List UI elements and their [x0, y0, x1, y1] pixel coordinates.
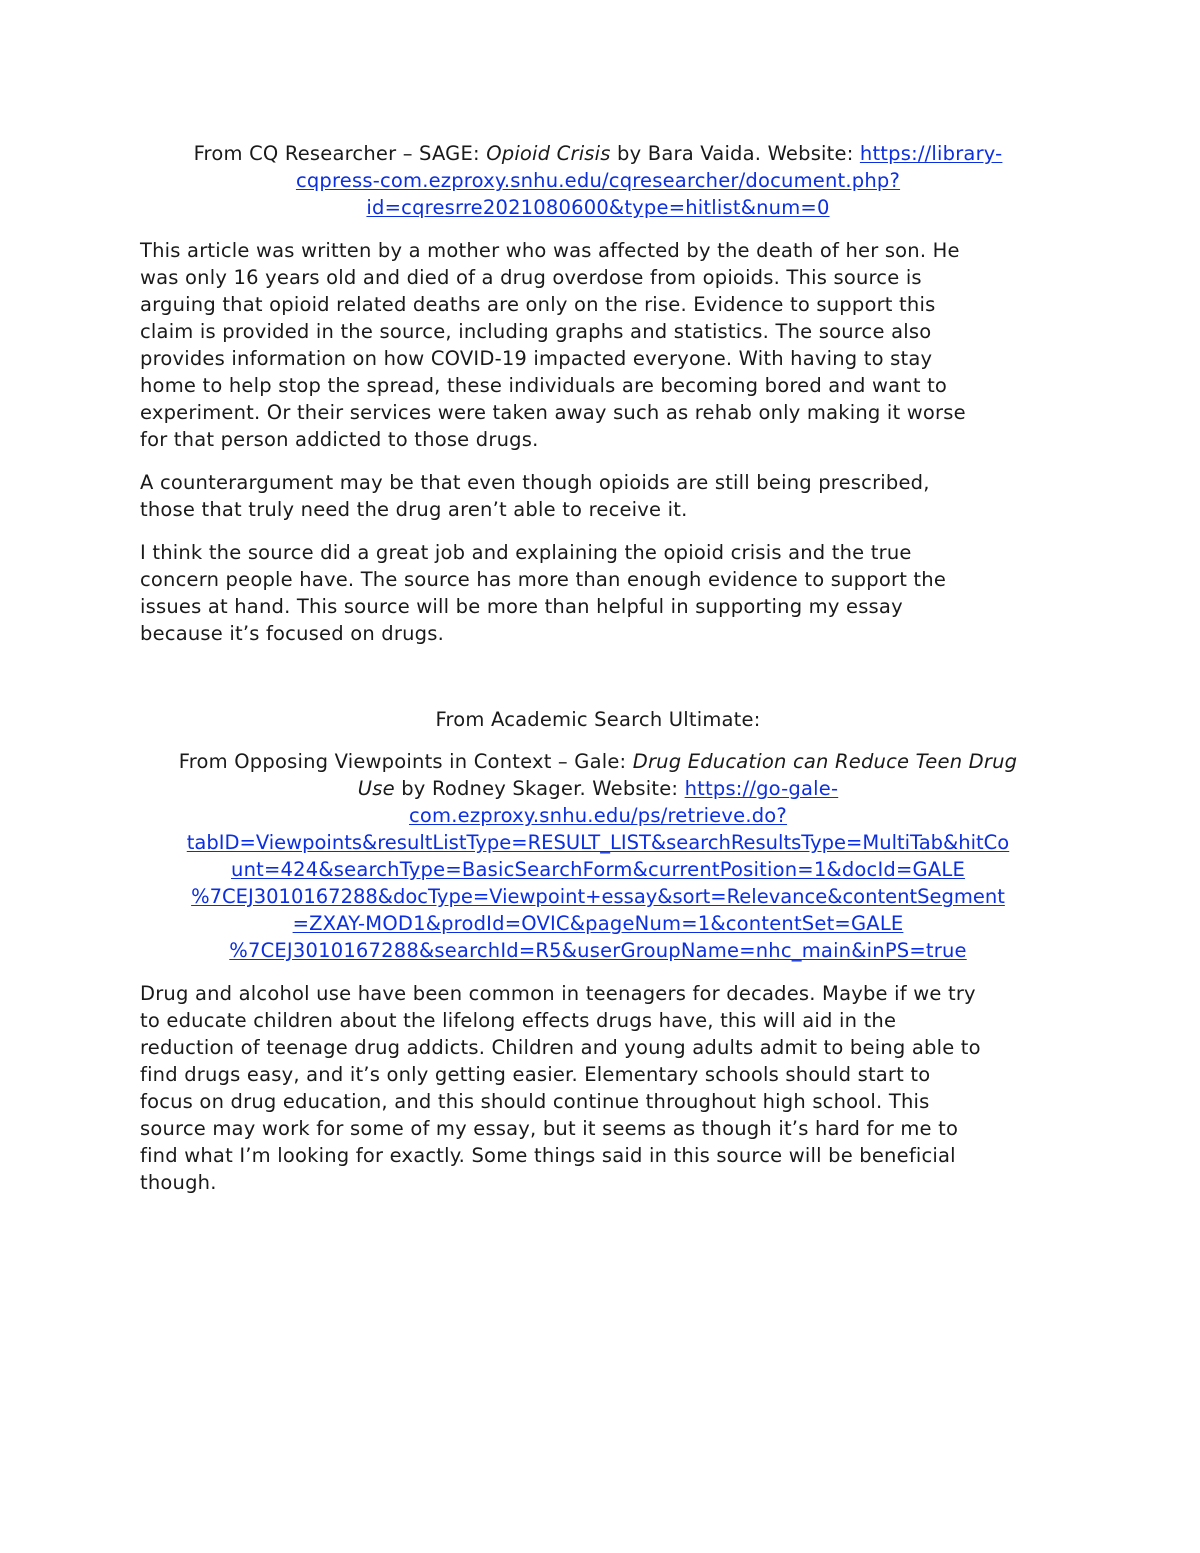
source2-url-link-5[interactable]: %7CEJ3010167288&docType=Viewpoint+essay&sort=Relevance&contentSegment [191, 885, 1005, 908]
source2-title-part-2: Use [357, 777, 395, 800]
paragraph-line: source may work for some of my essay, but it seems as though it’s hard for me to [140, 1117, 959, 1140]
source1-paragraph-3 [140, 539, 1060, 647]
source2-citation [140, 748, 1056, 964]
source1-author: by Bara Vaida. Website: [610, 142, 860, 165]
paragraph-line: A counterargument may be that even though opioids are still being prescribed, [140, 471, 930, 494]
source1-url-link-1[interactable]: https://library- [859, 142, 1003, 165]
source1-paragraph-2 [140, 469, 1060, 523]
section-heading [140, 706, 1056, 733]
paragraph-line: claim is provided in the source, including graphs and statistics. The source also [140, 320, 932, 343]
paragraph-line: for that person addicted to those drugs. [140, 428, 539, 451]
paragraph-line: find what I’m looking for exactly. Some things said in this source will be beneficial [140, 1144, 956, 1167]
paragraph-line: find drugs easy, and it’s only getting easier. Elementary schools should start to [140, 1063, 931, 1086]
paragraph-line: those that truly need the drug aren’t able to receive it. [140, 498, 688, 521]
source1-url-link-3[interactable]: id=cqresrre2021080600&type=hitlist&num=0 [366, 196, 830, 219]
source2-url-link-6[interactable]: =ZXAY-MOD1&prodId=OVIC&pageNum=1&contentSet=GALE [292, 912, 904, 935]
paragraph-line: reduction of teenage drug addicts. Children and young adults admit to being able to [140, 1036, 981, 1059]
source1-paragraph-1 [140, 237, 1060, 453]
source2-url-link-4[interactable]: unt=424&searchType=BasicSearchForm&currentPosition=1&docId=GALE [231, 858, 965, 881]
paragraph-line: experiment. Or their services were taken away such as rehab only making it worse [140, 401, 966, 424]
paragraph-line: was only 16 years old and died of a drug overdose from opioids. This source is [140, 266, 922, 289]
paragraph-line: Drug and alcohol use have been common in teenagers for decades. Maybe if we try [140, 982, 976, 1005]
source2-citation-line-2 [140, 775, 1056, 802]
paragraph-line: This article was written by a mother who was affected by the death of her son. He [140, 239, 960, 262]
paragraph-line: provides information on how COVID-19 impacted everyone. With having to stay [140, 347, 933, 370]
paragraph-line: to educate children about the lifelong effects drugs have, this will aid in the [140, 1009, 897, 1032]
paragraph-line: issues at hand. This source will be more than helpful in supporting my essay [140, 595, 903, 618]
source1-citation-line-1 [140, 140, 1056, 167]
paragraph-line: because it’s focused on drugs. [140, 622, 444, 645]
source2-url-link-1[interactable]: https://go-gale- [684, 777, 839, 800]
source2-citation-line-1 [140, 748, 1056, 775]
source1-citation [140, 140, 1056, 221]
source2-title-part-1: Drug Education can Reduce Teen Drug [632, 750, 1018, 773]
source1-prefix: From CQ Researcher – SAGE: [193, 142, 487, 165]
paragraph-line: arguing that opioid related deaths are only on the rise. Evidence to support this [140, 293, 936, 316]
paragraph-line: home to help stop the spread, these individuals are becoming bored and want to [140, 374, 948, 397]
paragraph-line: focus on drug education, and this should continue throughout high school. This [140, 1090, 930, 1113]
source2-paragraph [140, 980, 1060, 1196]
paragraph-line: though. [140, 1171, 217, 1194]
source2-url-link-3[interactable]: tabID=Viewpoints&resultListType=RESULT_LIST&searchResultsType=MultiTab&hitCo [186, 831, 1010, 854]
section-heading-text: From Academic Search Ultimate: [435, 708, 761, 731]
source1-title: Opioid Crisis [486, 142, 611, 165]
source2-url-link-7[interactable]: %7CEJ3010167288&searchId=R5&userGroupName=nhc_main&inPS=true [229, 939, 967, 962]
source2-url-link-2[interactable]: com.ezproxy.snhu.edu/ps/retrieve.do? [409, 804, 787, 827]
source2-author: by Rodney Skager. Website: [394, 777, 685, 800]
paragraph-line: concern people have. The source has more than enough evidence to support the [140, 568, 947, 591]
paragraph-line: I think the source did a great job and explaining the opioid crisis and the true [140, 541, 912, 564]
source2-prefix: From Opposing Viewpoints in Context – Gale: [178, 750, 633, 773]
source1-url-link-2[interactable]: cqpress-com.ezproxy.snhu.edu/cqresearcher/document.php? [295, 169, 901, 192]
